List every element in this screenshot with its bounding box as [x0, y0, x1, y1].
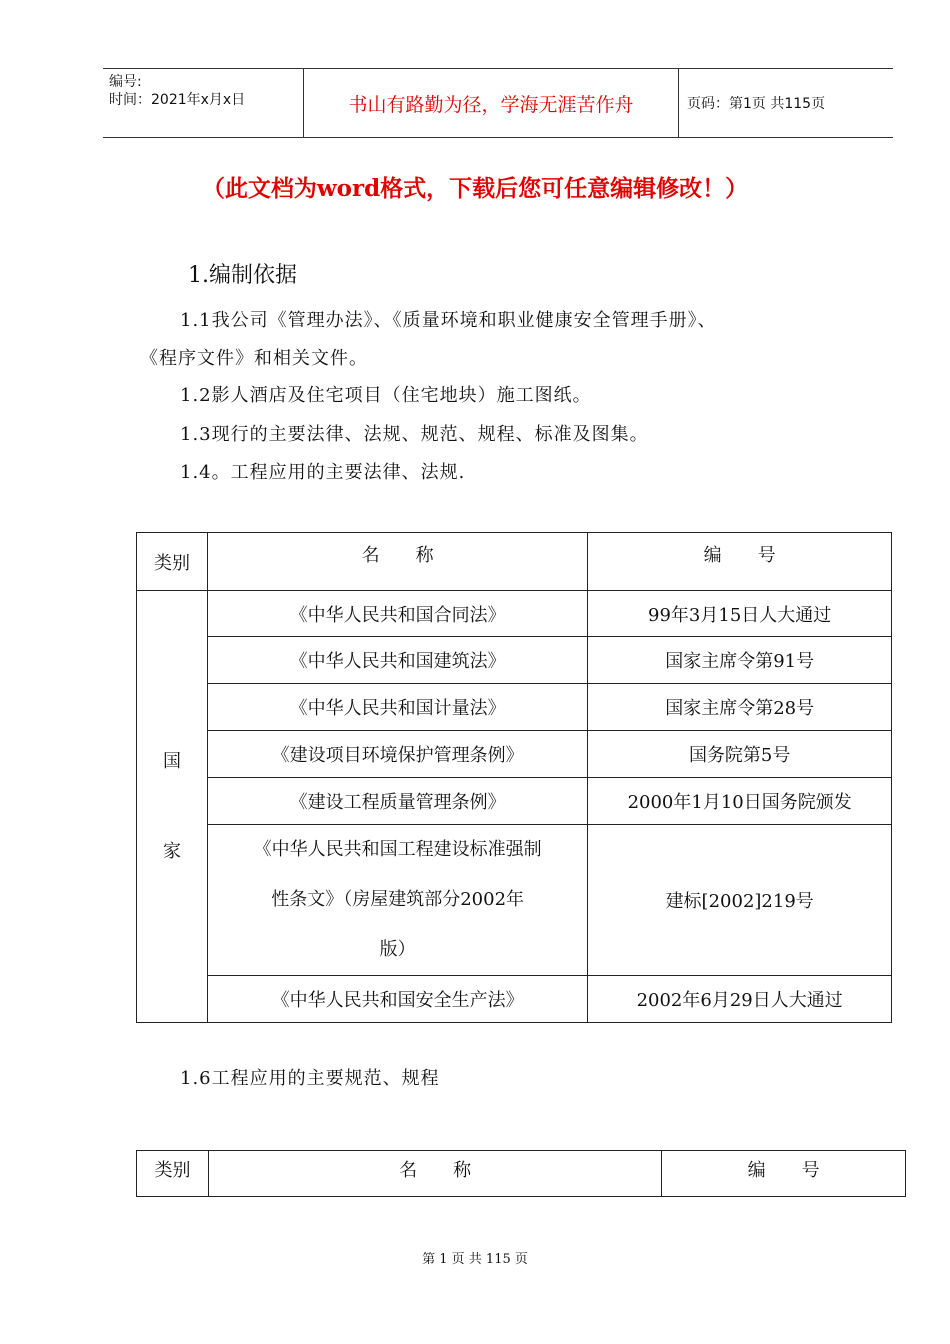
law-name-line: 《中华人民共和国工程建设标准强制 [253, 839, 542, 860]
section-1-6-title: 1.6工程应用的主要规范、规程 [180, 1068, 440, 1089]
section-title: 1.编制依据 [188, 263, 297, 288]
law-name: 《中华人民共和国安全生产法》 [207, 976, 587, 1023]
category-char: 家 [162, 840, 181, 862]
law-code: 2002年6月29日人大通过 [588, 976, 892, 1023]
header-page-info: 页码：第1页 共115页 [687, 96, 826, 112]
law-code: 99年3月15日人大通过 [588, 591, 892, 637]
table-row [137, 637, 892, 684]
table-row [137, 731, 892, 778]
code-header: 编 号 [662, 1151, 906, 1197]
law-code: 2000年1月10日国务院颁发 [588, 778, 892, 825]
laws-table [136, 532, 892, 1023]
category-header: 类别 [137, 1151, 209, 1197]
header-meta [103, 69, 304, 137]
law-code: 国家主席令第91号 [588, 637, 892, 684]
law-name: 《中华人民共和国计量法》 [207, 684, 587, 731]
paragraph-1-3: 1.3现行的主要法律、法规、规范、规程、标准及图集。 [180, 424, 649, 445]
table-header-row [137, 533, 892, 591]
law-name-line: 版） [379, 939, 416, 960]
law-code: 国务院第5号 [588, 731, 892, 778]
table-row [137, 976, 892, 1023]
page-header [103, 68, 893, 138]
category-header: 类别 [137, 533, 208, 591]
law-name: 《中华人民共和国建筑法》 [207, 637, 587, 684]
paragraph-1-1-continued: 《程序文件》和相关文件。 [140, 348, 368, 369]
category-cell-national [137, 591, 208, 1023]
law-code: 建标[2002]219号 [588, 825, 892, 976]
table-header-row [137, 1151, 906, 1197]
law-name [207, 825, 587, 976]
table-row [137, 591, 892, 637]
law-name: 《建设项目环境保护管理条例》 [207, 731, 587, 778]
table-row [137, 825, 892, 976]
code-header: 编 号 [588, 533, 892, 591]
standards-table [136, 1150, 906, 1197]
format-notice: （此文档为word格式，下载后您可任意编辑修改！） [201, 175, 749, 202]
table-row [137, 684, 892, 731]
header-motto: 书山有路勤为径，学海无涯苦作舟 [304, 69, 679, 137]
law-code: 国家主席令第28号 [588, 684, 892, 731]
document-number-label: 编号: [109, 74, 142, 90]
page-footer: 第 1 页 共 115 页 [422, 1252, 528, 1267]
paragraph-1-2: 1.2影人酒店及住宅项目（住宅地块）施工图纸。 [180, 385, 592, 406]
law-name: 《中华人民共和国合同法》 [207, 591, 587, 637]
category-char: 国 [162, 750, 181, 772]
law-name-line: 性条文》（房屋建筑部分2002年 [271, 889, 525, 910]
table-row [137, 778, 892, 825]
paragraph-1-1: 1.1我公司《管理办法》、《质量环境和职业健康安全管理手册》、 [180, 310, 717, 331]
paragraph-1-4: 1.4。工程应用的主要法律、法规. [180, 462, 466, 483]
name-header: 名 称 [208, 1151, 661, 1197]
document-time-label: 时间：2021年x月x日 [109, 92, 246, 108]
law-name: 《建设工程质量管理条例》 [207, 778, 587, 825]
name-header: 名 称 [207, 533, 587, 591]
